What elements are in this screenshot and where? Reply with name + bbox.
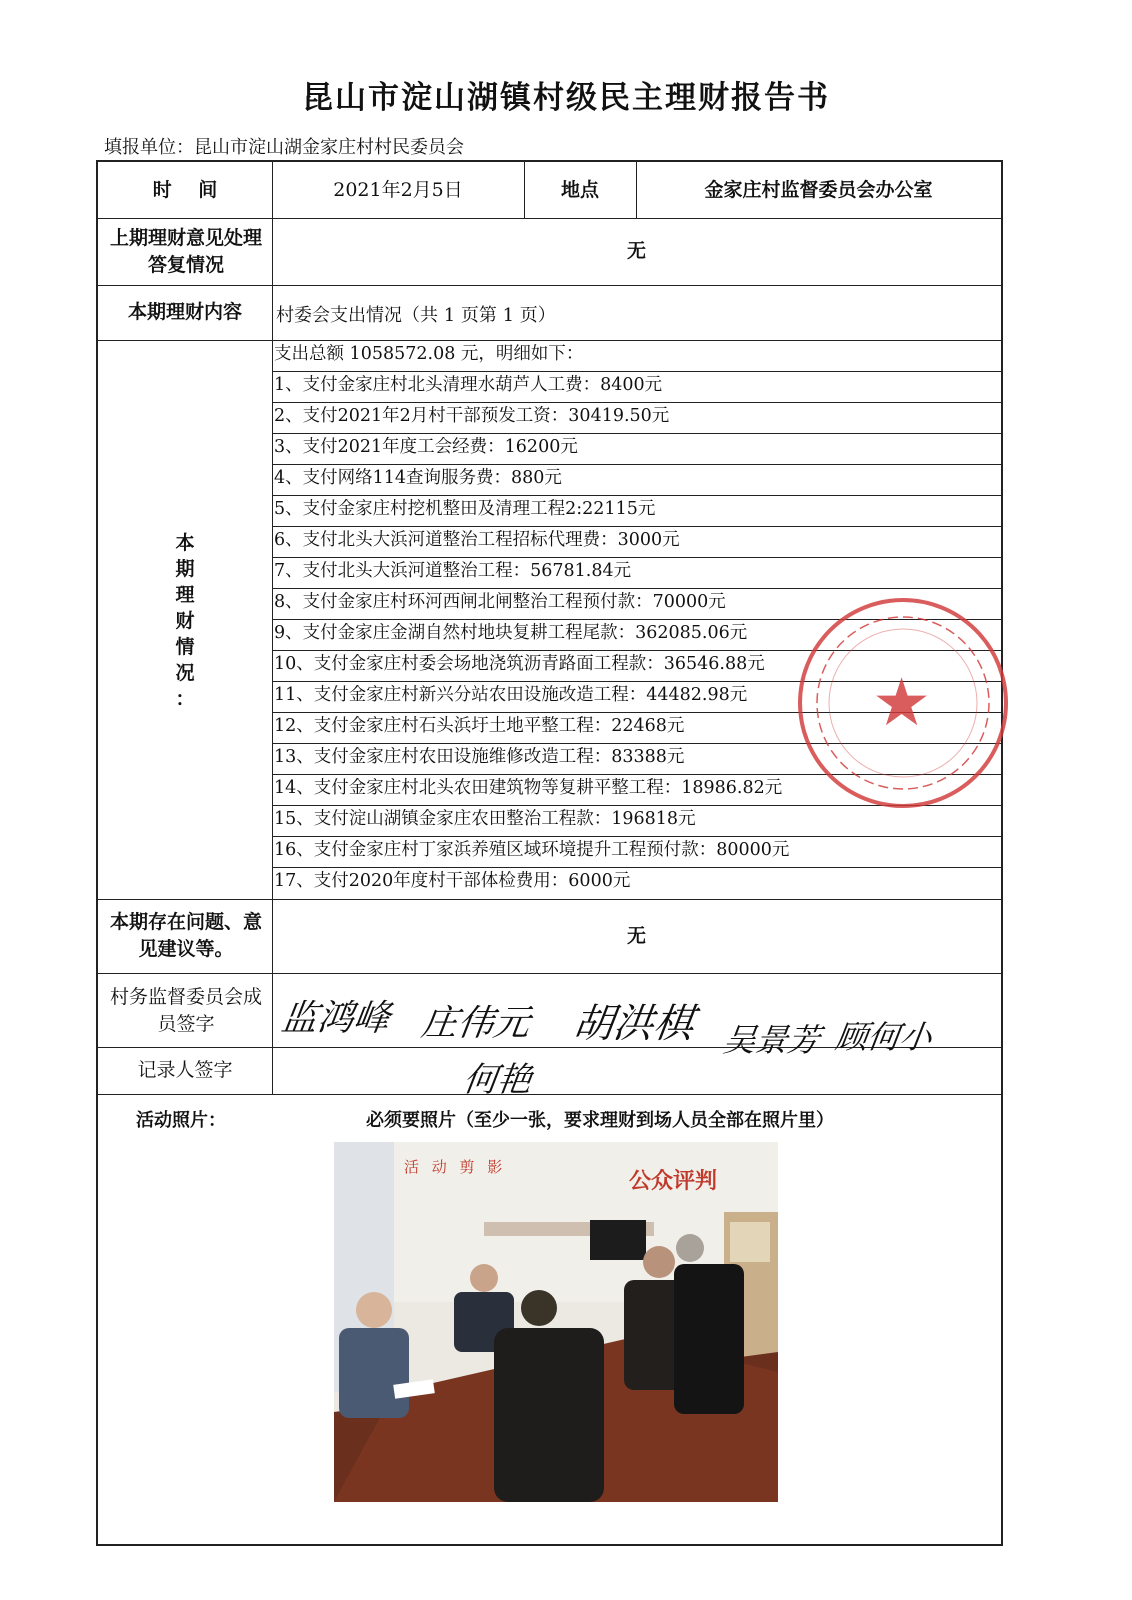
content-label: 本期理财内容 <box>127 301 242 323</box>
member-signature: 庄伟元 <box>418 1003 533 1044</box>
expense-item: 2、支付2021年2月村干部预发工资：30419.50元 <box>274 406 670 426</box>
place-value: 金家庄村监督委员会办公室 <box>704 178 933 201</box>
expense-item: 8、支付金家庄村环河西闸北闸整治工程预付款：70000元 <box>274 592 726 612</box>
members-sign-label: 村务监督委员会成员签字 <box>109 986 262 1035</box>
member-signature: 胡洪棋 <box>570 1001 697 1047</box>
star-icon: ★ <box>872 664 932 741</box>
expense-item: 17、支付2020年度村干部体检费用：6000元 <box>274 871 631 891</box>
expense-item: 6、支付北头大浜河道整治工程招标代理费：3000元 <box>274 530 680 550</box>
expense-item: 7、支付北头大浜河道整治工程：56781.84元 <box>274 561 632 581</box>
recorder-sign-label: 记录人签字 <box>137 1059 233 1081</box>
photos-requirement: 必须要照片（至少一张，要求理财到场人员全部在照片里） <box>366 1110 834 1131</box>
report-date: 2021年2月5日 <box>333 178 463 201</box>
page-title: 昆山市淀山湖镇村级民主理财报告书 <box>302 80 830 116</box>
problems-value: 无 <box>626 924 646 947</box>
expense-item: 5、支付金家庄村挖机整田及清理工程2:22115元 <box>274 499 656 519</box>
previous-opinion-label: 上期理财意见处理答复情况 <box>109 226 262 276</box>
expense-item: 16、支付金家庄村丁家浜养殖区域环境提升工程预付款：80000元 <box>274 840 790 860</box>
meeting-photo-icon <box>334 1142 778 1502</box>
wall-text-activity: 活 动 剪 影 <box>404 1158 507 1176</box>
official-seal <box>798 598 1008 808</box>
wall-text-public: 公众评判 <box>629 1168 718 1194</box>
expense-item: 9、支付金家庄金湖自然村地块复耕工程尾款：362085.06元 <box>274 623 748 643</box>
recorder-signature: 何艳 <box>460 1060 535 1100</box>
time-label: 时 间 <box>152 178 218 201</box>
expense-item: 14、支付金家庄村北头农田建筑物等复耕平整工程：18986.82元 <box>274 778 783 798</box>
problems-label: 本期存在问题、意见建议等。 <box>109 911 262 960</box>
place-label: 地点 <box>560 178 599 201</box>
previous-opinion-value: 无 <box>626 240 646 262</box>
expense-item: 4、支付网络114查询服务费：880元 <box>274 468 562 488</box>
situation-label: 本 期 理 财 情 况 ： <box>175 532 195 710</box>
expense-item: 13、支付金家庄村农田设施维修改造工程：83388元 <box>274 747 685 767</box>
member-signature: 吴景芳 <box>721 1021 823 1059</box>
expense-item: 10、支付金家庄村委会场地浇筑沥青路面工程款：36546.88元 <box>274 654 765 674</box>
fill-unit: 填报单位：昆山市淀山湖金家庄村村民委员会 <box>104 137 464 158</box>
member-signature: 顾何小 <box>833 1018 935 1056</box>
expense-item: 12、支付金家庄村石头浜圩土地平整工程：22468元 <box>274 716 685 736</box>
member-signature: 监鸿峰 <box>278 998 393 1039</box>
photos-label: 活动照片： <box>136 1110 226 1131</box>
content-value: 村委会支出情况（共 1 页第 1 页） <box>276 305 556 326</box>
expense-item: 11、支付金家庄村新兴分站农田设施改造工程：44482.98元 <box>274 685 748 705</box>
total-line: 支出总额 1058572.08 元，明细如下： <box>274 344 584 364</box>
expense-item: 15、支付淀山湖镇金家庄农田整治工程款：196818元 <box>274 809 696 829</box>
expense-item: 3、支付2021年度工会经费：16200元 <box>274 437 578 457</box>
activity-photo <box>334 1142 778 1502</box>
expense-item: 1、支付金家庄村北头清理水葫芦人工费：8400元 <box>274 375 663 395</box>
